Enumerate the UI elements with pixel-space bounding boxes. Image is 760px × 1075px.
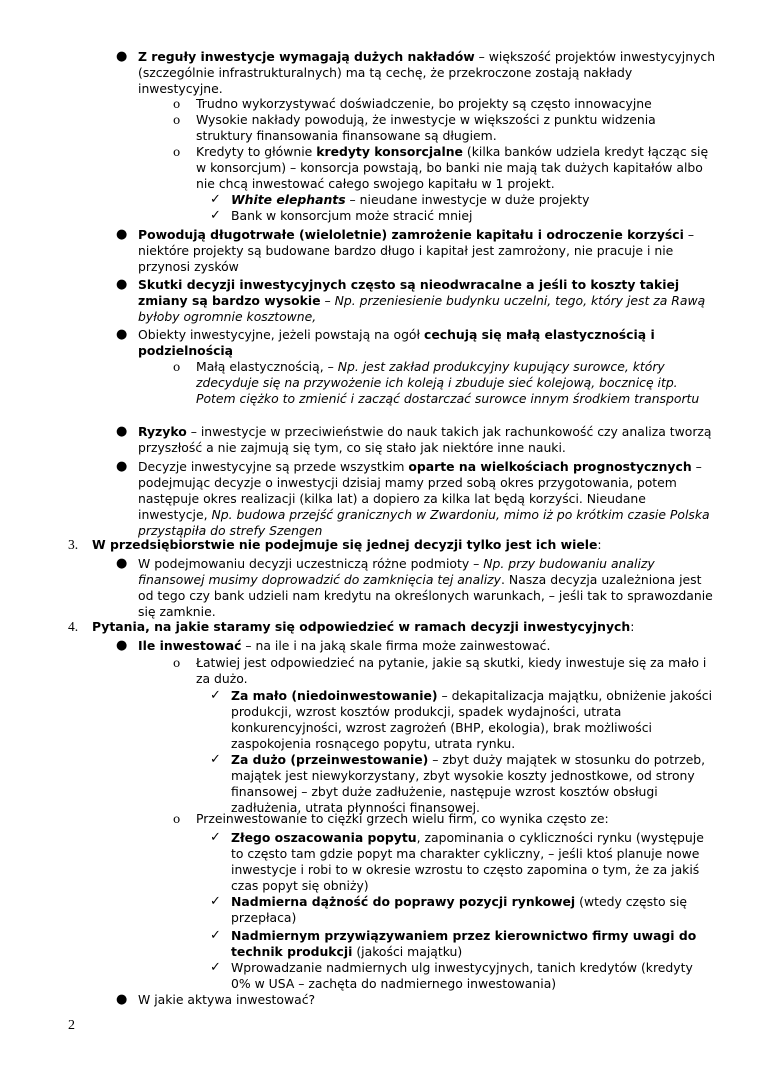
bullet-marker: ● (116, 327, 128, 342)
check-item: Złego oszacowania popytu, zapominania o cykliczności rynku (występuje to często tam gdzie popyt ma charakter cykliczny, – jeśli ktoś planuje nowe inwestycje i robi to w okresie wzrostu to często zapomina o tym, że za jakiś czas popyt się obniży) (231, 830, 704, 893)
bullet-marker: ● (116, 277, 128, 292)
numbered-heading: Pytania, na jakie staramy się odpowiedzieć w ramach decyzji inwestycyjnych: (92, 619, 635, 634)
sub-list-item: Małą elastycznością, – Np. jest zakład produkcyjny kupujący surowce, który zdecyduje się na przywożenie ich koleją i zbuduje sieć kolejową, bocznicę itp. Potem ciężko to zmienić i zacząć dostarczać surowce innym środkiem transportu (196, 359, 700, 406)
list-item: W podejmowaniu decyzji uczestniczą różne podmioty – Np. przy budowaniu analizy finansowej musimy doprowadzić do zamknięcia tej analizy. Nasza decyzja uzależniona jest od tego czy bank udzieli nam kredytu na określonych warunkach, – jeśli tak to sprawozdanie się zamknie. (138, 556, 713, 619)
sub-bullet-marker: o (173, 145, 181, 159)
bullet-marker: ● (116, 638, 128, 653)
sub-list-item: Kredyty to głównie kredyty konsorcjalne (kilka banków udziela kredyt łącząc się w konsorcjum) – konsorcja powstają, bo banki nie mają tak dużych kapitałów albo nie chcą inwestować całego swojego kapitału w 1 projekt. (196, 144, 709, 191)
sub-bullet-marker: o (173, 656, 181, 670)
bullet-marker: ● (116, 459, 128, 474)
checkmark-icon: ✓ (210, 688, 221, 703)
bullet-marker: ● (116, 424, 128, 439)
checkmark-icon: ✓ (210, 830, 221, 845)
sub-list-item: Łatwiej jest odpowiedzieć na pytanie, jakie są skutki, kiedy inwestuje się za mało i za dużo. (196, 655, 707, 686)
sub-list-item: Wysokie nakłady powodują, że inwestycje w większości z punktu widzenia struktury finansowania finansowane są długiem. (196, 112, 656, 143)
check-item: Za dużo (przeinwestowanie) – zbyt duży majątek w stosunku do potrzeb, majątek jest niewykorzystany, zbyt wysokie koszty jednostkowe, od strony finansowej – zbyt duże zadłużenie, następuje wzrost kosztów obsługi zadłużenia, utrata płynności finansowej. (231, 752, 706, 815)
list-number: 3. (68, 537, 79, 552)
list-item: W jakie aktywa inwestować? (138, 992, 316, 1007)
list-item: Ile inwestować – na ile i na jaką skale firma może zainwestować. (138, 638, 551, 653)
list-item: Obiekty inwestycyjne, jeżeli powstają na ogół cechują się małą elastycznością i podzielnością (138, 327, 655, 358)
checkmark-icon: ✓ (210, 928, 221, 943)
list-item: Powodują długotrwałe (wieloletnie) zamrożenie kapitału i odroczenie korzyści – niektóre projekty są budowane bardzo długo i kapitał jest zamrożony, nie pracuje i nie przynosi zysków (138, 227, 695, 274)
check-item: Nadmierna dążność do poprawy pozycji rynkowej (wtedy często się przepłaca) (231, 894, 688, 925)
check-item: Nadmiernym przywiązywaniem przez kierownictwo firmy uwagi do technik produkcji (jakości majątku) (231, 928, 697, 959)
sub-list-item: Trudno wykorzystywać doświadczenie, bo projekty są często innowacyjne (196, 96, 652, 111)
sub-bullet-marker: o (173, 812, 181, 826)
numbered-heading: W przedsiębiorstwie nie podejmuje się jednej decyzji tylko jest ich wiele: (92, 537, 602, 552)
bullet-marker: ● (116, 992, 128, 1007)
checkmark-icon: ✓ (210, 752, 221, 767)
sub-list-item: Przeinwestowanie to ciężki grzech wielu firm, co wynika często ze: (196, 811, 609, 826)
checkmark-icon: ✓ (210, 192, 221, 207)
list-item: Skutki decyzji inwestycyjnych często są nieodwracalne a jeśli to koszty takiej zmiany są bardzo wysokie – Np. przeniesienie budynku uczelni, tego, który jest za Rawą byłoby ogromnie kosztowne, (138, 277, 706, 324)
page-number: 2 (68, 1018, 75, 1033)
check-item: Bank w konsorcjum może stracić mniej (231, 208, 473, 223)
check-item: White elephants – nieudane inwestycje w duże projekty (231, 192, 590, 207)
bullet-marker: ● (116, 556, 128, 571)
bullet-marker: ● (116, 227, 128, 242)
bullet-marker: ● (116, 49, 128, 64)
list-item: Z reguły inwestycje wymagają dużych nakładów – większość projektów inwestycyjnych (szczególnie infrastrukturalnych) ma tą cechę, że przekroczone zostają nakłady inwestycyjne. (138, 49, 716, 96)
checkmark-icon: ✓ (210, 960, 221, 975)
sub-bullet-marker: o (173, 360, 181, 374)
list-item: Decyzje inwestycyjne są przede wszystkim oparte na wielkościach prognostycznych – podejmując decyzje o inwestycji dzisiaj mamy przed sobą okres przygotowania, potem następuje okres realizacji (kilka lat) a dopiero za kilka lat będą korzyści. Nieudane inwestycje, Np. budowa przejść granicznych w Zwardoniu, mimo iż po krótkim czasie Polska przystąpiła do strefy Szengen (138, 459, 710, 538)
check-item: Za mało (niedoinwestowanie) – dekapitalizacja majątku, obniżenie jakości produkcji, wzrost kosztów produkcji, spadek wydajności, utrata konkurencyjności, wzrost zagrożeń (BHP, ekologia), brak możliwości zaspokojenia rosnącego popytu, utrata rynku. (231, 688, 713, 751)
checkmark-icon: ✓ (210, 208, 221, 223)
checkmark-icon: ✓ (210, 894, 221, 909)
check-item: Wprowadzanie nadmiernych ulg inwestycyjnych, tanich kredytów (kredyty 0% w USA – zachęta do nadmiernego inwestowania) (231, 960, 693, 991)
list-item: Ryzyko – inwestycje w przeciwieństwie do nauk takich jak rachunkowość czy analiza tworzą przyszłość a nie zajmują się tym, co się stało jak niektóre inne nauki. (138, 424, 712, 455)
list-number: 4. (68, 619, 79, 634)
sub-bullet-marker: o (173, 97, 181, 111)
sub-bullet-marker: o (173, 113, 181, 127)
